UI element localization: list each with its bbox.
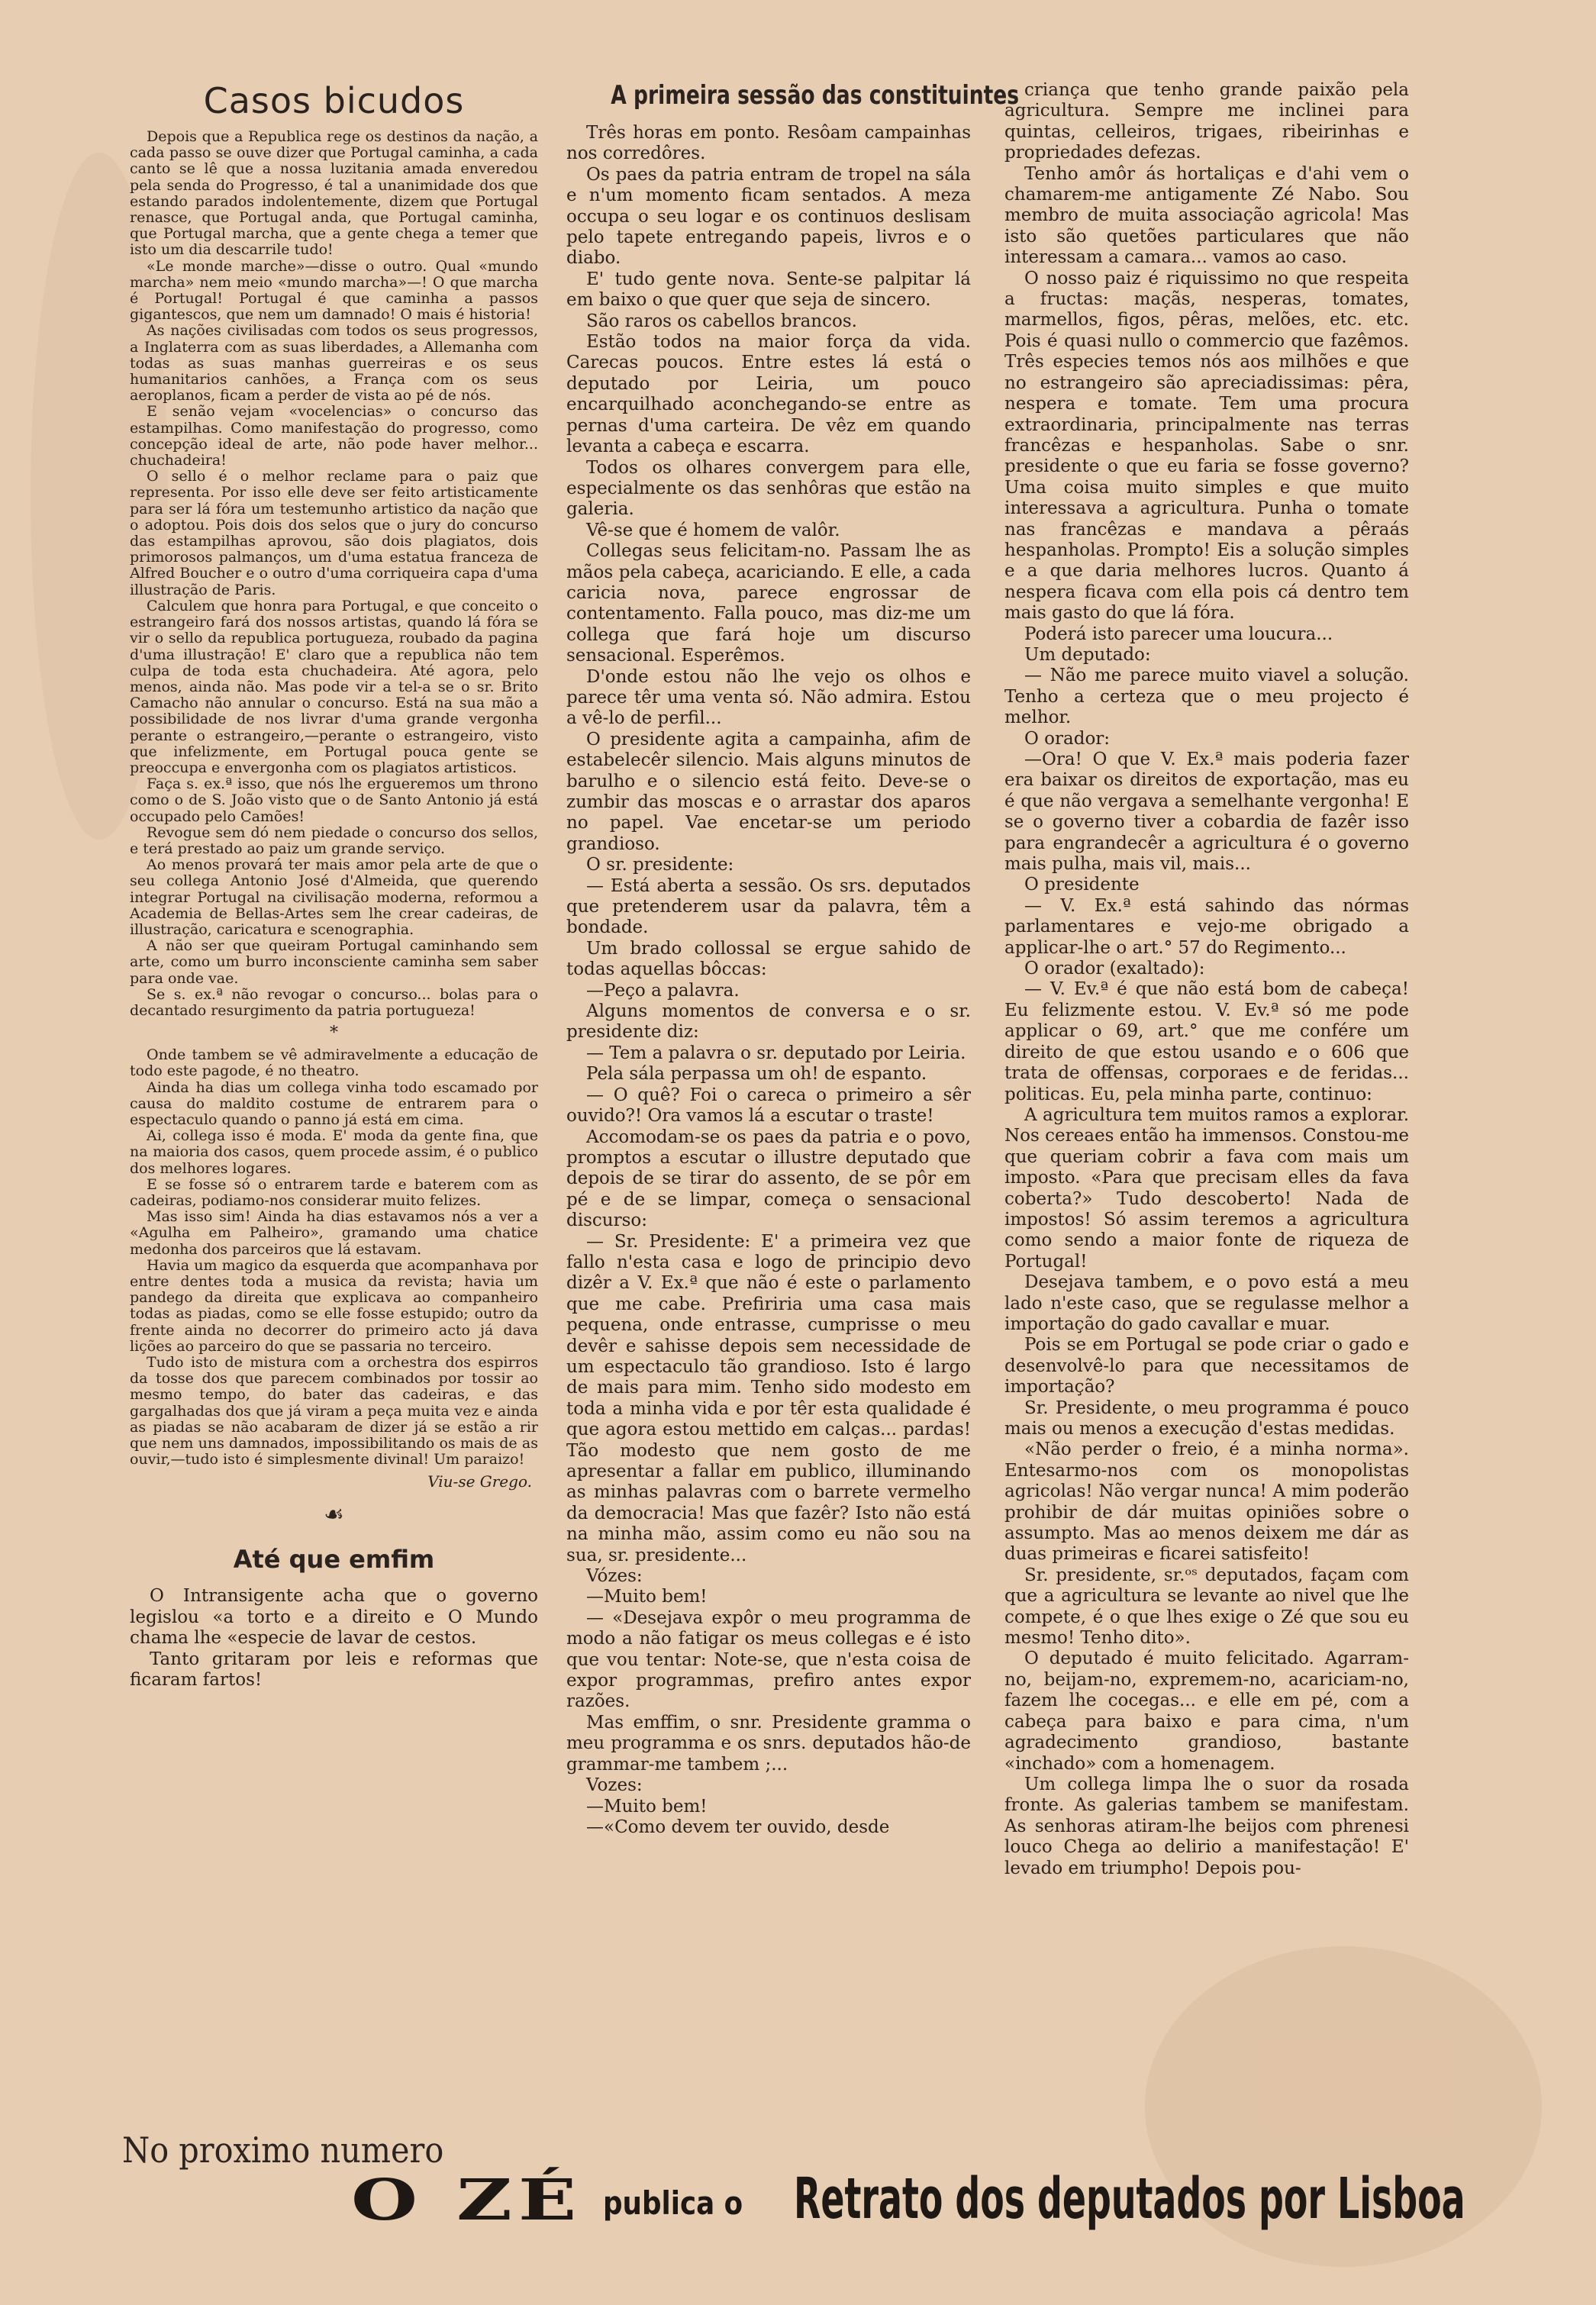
paragraph: Três horas em ponto. Resôam campainhas nos corredôres.: [566, 123, 971, 164]
paragraph: — V. Ev.ª é que não está bom de cabeça! Eu felizmente estou. V. Ev.ª só me pode applicar o 69, art.° que me confére um direito de que estou usando e o 606 que trata de offensas, corporaes e de feridas... politicas. Eu, pela minha parte, continuo:: [1004, 979, 1409, 1104]
paragraph: Sr. Presidente, o meu programma é pouco mais ou menos a execução d'estas medidas.: [1004, 1398, 1409, 1439]
article-body-theatre: [130, 1047, 538, 1468]
paragraph: Depois que a Republica rege os destinos da nação, a cada passo se ouve dizer que Portugal caminha, a cada canto se lê que a nossa luzitania amada enveredou pela senda do Progresso, é tal a unanimidade dos que estando parados indolentemente, dizem que Portugal renasce, que Portugal anda, que Portugal caminha, que Portugal marcha, que a gente chega a temer que isto um dia descarrile tudo!: [130, 128, 538, 259]
paragraph: —«Como devem ter ouvido, desde: [586, 1817, 890, 1837]
footer-next-issue: No proximo numero: [122, 2129, 444, 2171]
paragraph: O orador:: [1024, 728, 1111, 749]
paragraph: Todos os olhares convergem para elle, especialmente os das senhôras que estão na galeria.: [566, 457, 971, 520]
article-body-ate-que-emfim: [130, 1586, 538, 1691]
paragraph: —Muito bem!: [586, 1587, 708, 1607]
paragraph: Se s. ex.ª não revogar o concurso... bolas para o decantado resurgimento da patria portugueza!: [130, 985, 538, 1019]
paragraph: São raros os cabellos brancos.: [586, 311, 857, 331]
paragraph: Tudo isto de mistura com a orchestra dos espirros da tosse dos que parecem combinados por tossir ao mesmo tempo, do bater das cadeiras, e das gargalhadas dos que já viram a peça muita vez e ainda as piadas se não acabaram de dizer já se estão a rir que nem uns damnados, impossibilitando os mais de as ouvir,—tudo isto é simplesmente divinal! Um paraizo!: [130, 1354, 538, 1468]
paragraph: «Não perder o freio, é a minha norma». Entesarmo-nos com os monopolistas agricolas! Não vergar nunca! A mim poderão prohibir de dár muitas opiniões sobre o assumpto. Mas ao menos deixem me dár as duas primeiras e ficarei satisfeito!: [1004, 1439, 1409, 1565]
section-separator: *: [330, 1024, 338, 1043]
paragraph: Onde tambem se vê admiravelmente a educação de todo este pagode, é no theatro.: [130, 1046, 538, 1080]
paragraph: criança que tenho grande paixão pela agricultura. Sempre me inclinei para quintas, celleiros, trigaes, ribeirinhas e propriedades defezas.: [1004, 80, 1409, 163]
paragraph: —Peço a palavra.: [586, 980, 740, 1001]
paragraph: Mas isso sim! Ainda ha dias estavamos nós a ver a «Agulha em Palheiro», gramando uma chatice medonha dos parceiros que lá estavam.: [130, 1208, 538, 1258]
paragraph: —Muito bem!: [586, 1796, 708, 1817]
article-body: [130, 129, 538, 1019]
footer-announcement: Retrato dos deputados por Lisboa: [794, 2166, 1465, 2232]
paragraph: Desejava tambem, e o povo está a meu lado n'este caso, que se regulasse melhor a importação do gado cavallar e muar.: [1004, 1272, 1409, 1334]
paragraph: Vozes:: [586, 1775, 643, 1796]
paragraph: Calculem que honra para Portugal, e que conceito o estrangeiro fará dos nossos artistas, quando lá fóra se vir o sello da republica portugueza, roubado da pagina d'uma illustração! E' claro que a republica não tem culpa de toda esta chuchadeira. Até agora, pelo menos, ainda não. Mas pode vir a tel-a se o sr. Brito Camacho não annular o concurso. Está na sua mão a possibilidade de nos livrar d'uma grande vergonha perante o estrangeiro,—perante o estrangeiro, visto que infelizmente, em Portugal pouca gente se preoccupa e envergonha com os plagiatos artisticos.: [130, 597, 538, 776]
paragraph: Ao menos provará ter mais amor pela arte de que o seu collega Antonio José d'Almeida, que querendo integrar Portugal na civilisação moderna, reformou a Academia de Bellas-Artes sem lhe crear cadeiras, de illustração, caricatura e scenographia.: [130, 856, 538, 938]
column-primeira-sessao: [566, 80, 1020, 2141]
ornament-icon: ☙: [324, 1501, 344, 1529]
paragraph: Revogue sem dó nem piedade o concurso dos sellos, e terá prestado ao paiz um grande serviço.: [130, 824, 538, 857]
paragraph: E se fosse só o entrarem tarde e baterem com as cadeiras, podiamo-nos considerar muito felizes.: [130, 1175, 538, 1209]
paragraph: Vê-se que é homem de valôr.: [586, 520, 840, 540]
paragraph: Havia um magico da esquerda que acompanhava por entre dentes toda a musica da revista; havia um pandego da direita que explicava ao companheiro todas as piadas, como se elle fosse estupido; outro da frente ainda no decorrer do primeiro acto já dava lições ao parceiro do que se passaria no terceiro.: [130, 1256, 538, 1355]
paragraph: O orador (exaltado):: [1024, 959, 1205, 979]
article-body-continued: [1004, 80, 1409, 1879]
paragraph: Mas emffim, o snr. Presidente gramma o meu programma e os snrs. deputados hão-de grammar-me tambem ;...: [566, 1712, 971, 1775]
paragraph: Poderá isto parecer uma loucura...: [1024, 624, 1333, 644]
paragraph: Estão todos na maior força da vida. Carecas poucos. Entre estes lá está o deputado por Leiria, um pouco encarquilhado aconchegando-se entre as pernas d'uma carteira. De vêz em quando levanta a cabeça e escarra.: [566, 332, 971, 457]
paragraph: Um deputado:: [1024, 644, 1151, 665]
paragraph: Um collega limpa lhe o suor da rosada fronte. As galerias tambem se manifestam. As senhoras atiram-lhe beijos com phrenesi louco Chega ao delirio a manifestação! E' levado em triumpho! Depois pou-: [1004, 1774, 1409, 1878]
paragraph: Collegas seus felicitam-no. Passam lhe as mãos pela cabeça, acariciando. E elle, a cada caricia nova, parece engrossar de contentamento. Falla pouco, mas diz-me um collega que fará hoje um discurso sensacional. Esperêmos.: [566, 541, 971, 666]
article-title-ate-que-emfim: Até que emfim: [233, 1545, 435, 1575]
paragraph: O deputado é muito felicitado. Agarram-no, beijam-no, expremem-no, acariciam-no, fazem lhe cocegas... e elle em pé, com a cabeça para baixo e para cima, n'um agradecimento grandioso, bastante «inchado» com a homenagem.: [1004, 1649, 1409, 1774]
paragraph: O Intransigente acha que o governo legislou «a torto e a direito e O Mundo chama lhe «especie de lavar de cestos.: [130, 1586, 538, 1649]
paragraph: E' tudo gente nova. Sente-se palpitar lá em baixo o que quer que seja de sincero.: [566, 269, 971, 311]
paragraph: — Está aberta a sessão. Os srs. deputados que pretenderem usar da palavra, têm a bondade.: [566, 875, 971, 938]
footer-logo: O ZÉ: [351, 2168, 583, 2233]
paragraph: «Le monde marche»—disse o outro. Qual «mundo marcha» nem meio «mundo marcha»—! O que marcha é Portugal! Portugal é que caminha a passos gigantescos, que nem um damnado! O mais é historia!: [130, 257, 538, 324]
paragraph: O sr. presidente:: [586, 855, 734, 875]
paragraph: — «Desejava expôr o meu programma de modo a não fatigar os meus collegas e é isto que vou tentar: Note-se, que n'esta coisa de expor programmas, prefiro antes expor razões.: [566, 1607, 971, 1712]
column-casos-bicudos: [130, 80, 538, 2080]
paragraph: Sr. presidente, sr.ᵒˢ deputados, façam com que a agricultura se levante ao nivel que lhe compete, é o que lhes exige o Zé que sou eu mesmo! Tenho dito».: [1004, 1565, 1409, 1649]
paragraph: Faça s. ex.ª isso, que nós lhe ergueremos um throno como o de S. João visto que o de Santo Antonio já está occupado pelo Camões!: [130, 775, 538, 825]
paragraph: Pela sála perpassa um oh! de espanto.: [586, 1064, 927, 1085]
paragraph: Pois se em Portugal se pode criar o gado e desenvolvê-lo para que necessitamos de importação?: [1004, 1335, 1409, 1398]
paragraph: As nações civilisadas com todos os seus progressos, a Inglaterra com as suas liberdades, a Allemanha com todas as suas manhas guerreiras e os seus humanitarios canhões, a França com os seus aeroplanos, ficam a perder de vista ao pé de nós.: [130, 322, 538, 405]
paragraph: Ai, collega isso é moda. E' moda da gente fina, que na maioria dos casos, quem procede assim, é o publico dos melhores logares.: [130, 1127, 538, 1177]
paragraph: Vózes:: [586, 1566, 643, 1587]
paragraph: A não ser que queiram Portugal caminhando sem arte, como um burro inconsciente caminha sem saber para onde vae.: [130, 937, 538, 987]
footer-publica: publica o: [603, 2184, 743, 2222]
article-title: A primeira sessão das constituintes: [611, 80, 1020, 111]
paragraph: Os paes da patria entram de tropel na sála e n'um momento ficam sentados. A meza occupa o seu logar e os continuos deslisam pelo tapete entregando papeis, livros e o diabo.: [566, 164, 971, 269]
paragraph: Accomodam-se os paes da patria e o povo, promptos a escutar o illustre deputado que depois de se tirar do assento, de se pôr em pé e de se limpar, começa o sensacional discurso:: [566, 1127, 971, 1231]
paragraph: Alguns momentos de conversa e o sr. presidente diz:: [566, 1001, 971, 1043]
paragraph: —Ora! O que V. Ex.ª mais poderia fazer era baixar os direitos de exportação, mas eu é que não vergava a semelhante vergonha! E se o governo tiver a cobardia de fazêr isso para engrandecêr a agricultura é o governo mais pulha, mais vil, mais...: [1004, 750, 1409, 875]
paragraph: — Tem a palavra o sr. deputado por Leiria.: [586, 1043, 966, 1063]
paragraph: O nosso paiz é riquissimo no que respeita a fructas: maçãs, nesperas, tomates, marmellos, figos, pêras, melões, etc. etc. Pois é quasi nullo o commercio que fazêmos. Três especies temos nós aos milhões e que no estrangeiro são apreciadissimas: pêra, nespera e tomate. Tem uma procura extraordinaria, principalmente nas terras francêzas e hespanholas. Sabe o snr. presidente o que eu faria se fosse governo? Uma coisa muito simples e que muito interessava a agricultura. Punha o tomate nas francêzas e mandava a pêraás hespanholas. Prompto! Eis a solução simples e a que daria melhores lucros. Quanto á nespera ficava com ella pois cá dentro tem mais gasto do que lá fóra.: [1004, 268, 1409, 624]
paragraph: D'onde estou não lhe vejo os olhos e parece têr uma venta só. Não admira. Estou a vê-lo de perfil...: [566, 666, 971, 729]
article-body: [566, 123, 971, 1838]
paragraph: Tenho amôr ás hortaliças e d'ahi vem o chamarem-me antigamente Zé Nabo. Sou membro de muita associação agricola! Mas isto são quetões particulares que não interessam a camara... vamos ao caso.: [1004, 163, 1409, 268]
paragraph: — V. Ex.ª está sahindo das nórmas parlamentares e vejo-me obrigado a applicar-lhe o art.° 57 do Regimento...: [1004, 895, 1409, 958]
paragraph: O presidente agita a campainha, afim de estabelecêr silencio. Mais alguns minutos de barulho e o silencio está feito. Deve-se o zumbir das moscas e o arrastar dos aparos no papel. Vae encetar-se um periodo grandioso.: [566, 729, 971, 854]
paragraph: E senão vejam «vocelencias» o concurso das estampilhas. Como manifestação do progresso, como concepção ideal de arte, não pode haver melhor... chuchadeira!: [130, 403, 538, 469]
paragraph: A agricultura tem muitos ramos a explorar. Nos cereaes então ha immensos. Constou-me que queriam cobrir a fava com mais um imposto. «Para que precisam elles da fava coberta?» Tudo descoberto! Nada de impostos! Só assim teremos a agricultura como sendo a maior fonte de riqueza de Portugal!: [1004, 1104, 1409, 1272]
column-primeira-sessao-continued: [1004, 80, 1409, 2141]
paragraph: — Não me parece muito viavel a solução. Tenho a certeza que o meu projecto é melhor.: [1004, 666, 1409, 728]
paragraph: O sello é o melhor reclame para o paiz que representa. Por isso elle deve ser feito artisticamente para ser lá fóra um testemunho artistico da nação que o adoptou. Pois dois dos selos que o jury do concurso das estampilhas aprovou, são dois plagiatos, dois primorosos palmanços, um d'uma estatua franceza de Alfred Boucher e o outro d'uma corriqueira capa d'uma illustração de Paris.: [130, 468, 538, 598]
paragraph: — O quê? Foi o careca o primeiro a sêr ouvido?! Ora vamos lá a escutar o traste!: [566, 1085, 971, 1127]
article-title: Casos bicudos: [203, 80, 465, 121]
paragraph: Um brado collossal se ergue sahido de todas aquellas bôccas:: [566, 938, 971, 980]
paragraph: Tanto gritaram por leis e reformas que ficaram fartos!: [130, 1649, 538, 1691]
article-signature: Viu-se Grego.: [427, 1472, 532, 1491]
paragraph: Ainda ha dias um collega vinha todo escamado por causa do maldito costume de entrarem para o espectaculo quando o panno já está em cima.: [130, 1078, 538, 1128]
paragraph: — Sr. Presidente: E' a primeira vez que fallo n'esta casa e logo de principio devo dizêr a V. Ex.ª que não é este o parlamento que me cabe. Prefiriria uma casa mais pequena, onde entrasse, cumprisse o meu devêr e sahisse depois sem necessidade de um espectaculo tão grandioso. Isto é largo de mais para mim. Tenho sido modesto em toda a minha vida e por têr esta qualidade é que agora estou mettido em calças... pardas! Tão modesto que nem gosto de me apresentar a fallar em publico, illuminando as minhas palavras com o barrete vermelho da democracia! Mas que fazêr? Isto não está na minha mão, assim como eu não sou na sua, sr. presidente...: [566, 1231, 971, 1565]
paragraph: O presidente: [1024, 875, 1140, 895]
